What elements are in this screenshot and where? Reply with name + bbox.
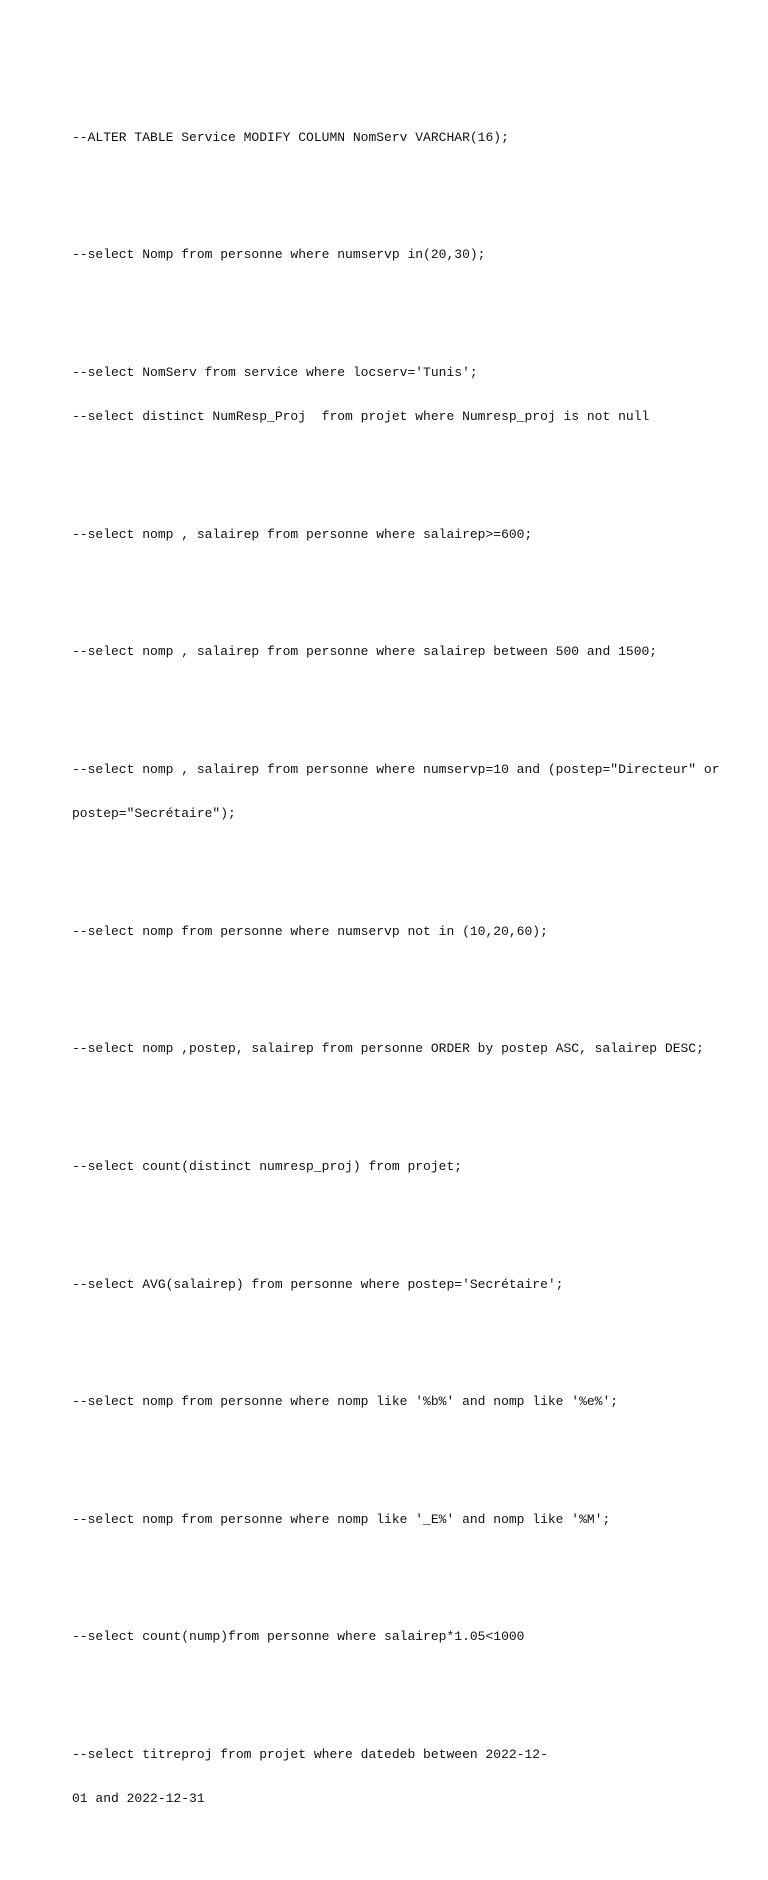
code-line: --select AVG(salairep) from personne where postep='Secrétaire'; xyxy=(72,1276,564,1292)
code-block xyxy=(72,895,712,969)
code-line: postep="Secrétaire"); xyxy=(72,806,236,822)
code-block xyxy=(72,1719,712,1837)
code-line: --select count(distinct numresp_proj) from projet; xyxy=(72,1158,463,1174)
code-line: --select nomp , salairep from personne where salairep between 500 and 1500; xyxy=(72,644,658,660)
code-line: 01 and 2022-12-31 xyxy=(72,1791,205,1807)
code-line: --select NomServ from service where locserv='Tunis'; xyxy=(72,365,478,381)
code-block xyxy=(72,1366,712,1440)
sql-code-text xyxy=(72,72,720,1880)
code-line: --select distinct NumResp_Proj from projet where Numresp_proj is not null xyxy=(72,409,650,425)
code-block xyxy=(72,337,712,455)
code-line: --select nomp from personne where nomp like '_E%' and nomp like '%M'; xyxy=(72,1511,611,1527)
code-block xyxy=(72,1131,712,1205)
code-block xyxy=(72,101,712,175)
code-block xyxy=(72,616,712,690)
code-block xyxy=(72,219,712,293)
code-line: --select nomp from personne where nomp like '%b%' and nomp like '%e%'; xyxy=(72,1394,619,1410)
code-block xyxy=(72,734,720,852)
code-block xyxy=(72,498,712,572)
code-line: --select nomp from personne where numservp not in (10,20,60); xyxy=(72,923,548,939)
code-line: --select nomp , salairep from personne where numservp=10 and (postep="Directeur" or xyxy=(72,761,720,777)
code-line: --select nomp , salairep from personne where salairep>=600; xyxy=(72,526,533,542)
code-line: --select Nomp from personne where numservp in(20,30); xyxy=(72,247,486,263)
code-block xyxy=(72,1248,712,1322)
code-line: --select count(nump)from personne where salairep*1.05<1000 xyxy=(72,1629,525,1645)
code-line: --select titreproj from projet where datedeb between 2022-12- xyxy=(72,1746,548,1762)
code-block xyxy=(72,1601,712,1675)
code-line: --select nomp ,postep, salairep from personne ORDER by postep ASC, salairep DESC; xyxy=(72,1041,704,1057)
code-block xyxy=(72,1483,712,1557)
code-line: --ALTER TABLE Service MODIFY COLUMN NomServ VARCHAR(16); xyxy=(72,129,509,145)
